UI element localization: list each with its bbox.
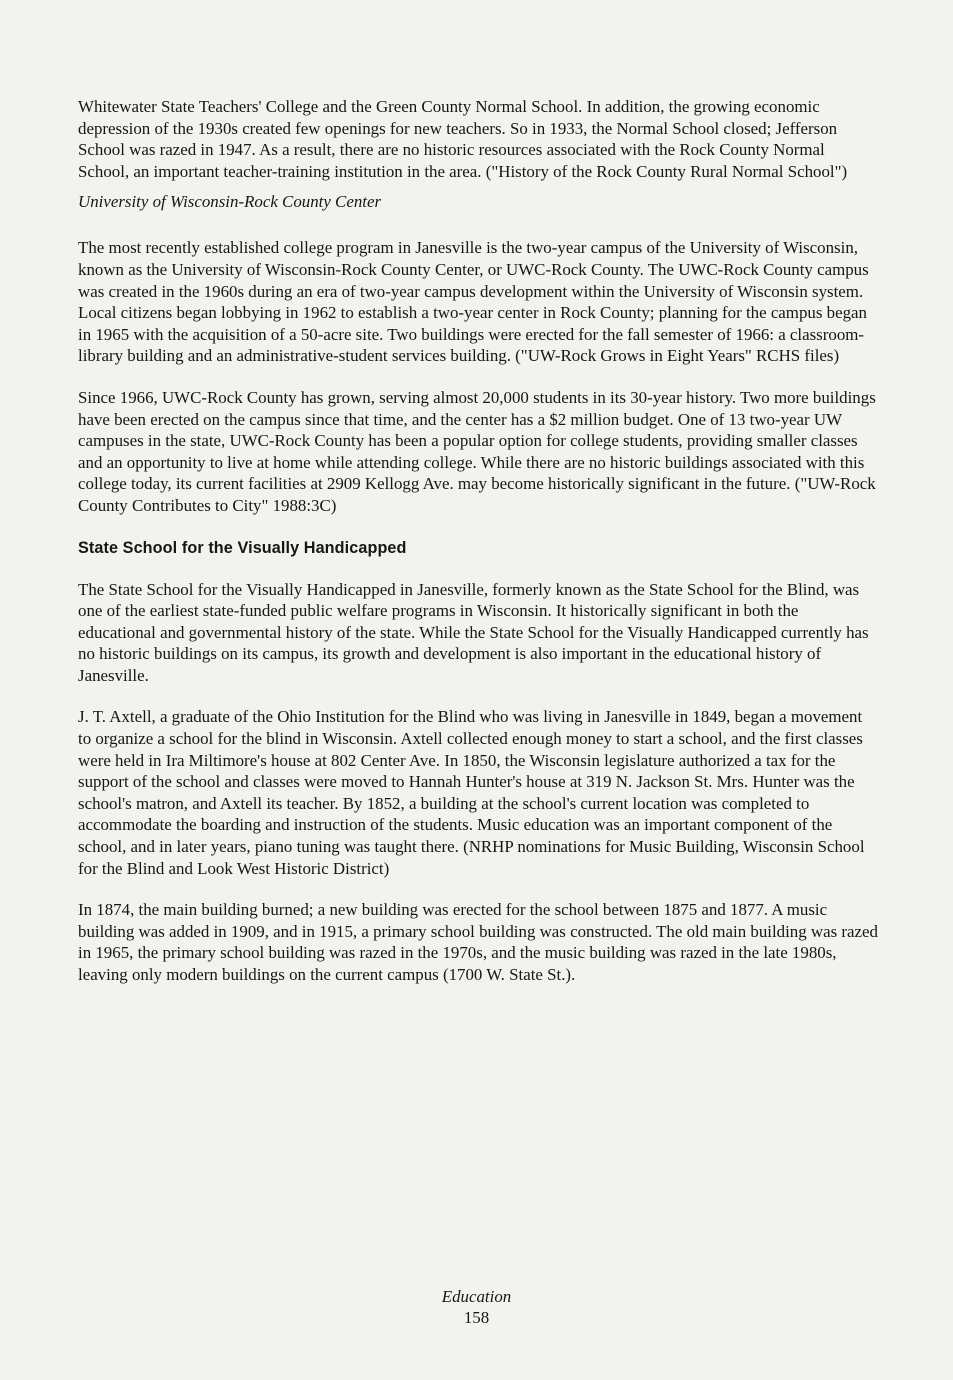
page-number: 158 bbox=[463, 1308, 490, 1327]
subheading-uwc-rock-county: University of Wisconsin-Rock County Center bbox=[78, 192, 382, 212]
paragraph-buildings: In 1874, the main building burned; a new building was erected for the school between 1875 and 1877. A music building was added in 1909, and in 1915, a primary school building was constructed. The old main building was razed in 1965, the primary school building was razed in the 1970s, and the music building was razed in the late 1980s, leaving only modern buildings on the current campus (1700 W. State St.). bbox=[78, 900, 878, 984]
footer-section-title: Education bbox=[441, 1287, 512, 1306]
paragraph-uwc-growth: Since 1966, UWC-Rock County has grown, serving almost 20,000 students in its 30-year history. Two more buildings have been erected on the campus since that time, and the center has a $2 million budget. One of 13 two-year UW campuses in the state, UWC-Rock County has been a popular option for college students, providing smaller classes and an opportunity to live at home while attending college. While there are no historic buildings associated with this college today, its current facilities at 2909 Kellogg Ave. may become historically significant in the future. ("UW-Rock County Contributes to City" 1988:3C) bbox=[78, 387, 876, 515]
document-body bbox=[78, 96, 878, 986]
heading-visually-handicapped: State School for the Visually Handicapped bbox=[78, 538, 407, 557]
paragraph-rock-county-normal-school: Whitewater State Teachers' College and the Green County Normal School. In addition, the growing economic depression of the 1930s created few openings for new teachers. So in 1933, the Normal School closed; Jefferson School was razed in 1947. As a result, there are no historic resources associated with the Rock County Normal School, an important teacher-training institution in the area. ("History of the Rock County Rural Normal School") bbox=[78, 97, 848, 181]
page-footer bbox=[0, 1286, 953, 1328]
paragraph-school-overview: The State School for the Visually Handicapped in Janesville, formerly known as the State School for the Blind, was one of the earliest state-funded public welfare programs in Wisconsin. It historically significant in both the educational and governmental history of the state. While the State School for the Visually Handicapped currently has no historic buildings on its campus, its growth and development is also important in the educational history of Janesville. bbox=[78, 579, 869, 685]
paragraph-axtell: J. T. Axtell, a graduate of the Ohio Institution for the Blind who was living in Janesville in 1849, began a movement to organize a school for the blind in Wisconsin. Axtell collected enough money to start a school, and the first classes were held in Ira Miltimore's house at 802 Center Ave. In 1850, the Wisconsin legislature authorized a tax for the support of the school and classes were moved to Hannah Hunter's house at 319 N. Jackson St. Mrs. Hunter was the school's matron, and Axtell its teacher. By 1852, a building at the school's current location was completed to accommodate the boarding and instruction of the students. Music education was an important component of the school, and in later years, piano tuning was taught there. (NRHP nominations for Music Building, Wisconsin School for the Blind and Look West Historic District) bbox=[78, 707, 865, 878]
paragraph-uwc-history: The most recently established college program in Janesville is the two-year campus of the University of Wisconsin, known as the University of Wisconsin-Rock County Center, or UWC-Rock County. The UWC-Rock County campus was created in the 1960s during an era of two-year campus development within the University of Wisconsin system. Local citizens began lobbying in 1962 to establish a two-year center in Rock County; planning for the campus began in 1965 with the acquisition of a 50-acre site. Two buildings were erected for the fall semester of 1966: a classroom-library building and an administrative-student services building. ("UW-Rock Grows in Eight Years" RCHS files) bbox=[78, 238, 869, 366]
